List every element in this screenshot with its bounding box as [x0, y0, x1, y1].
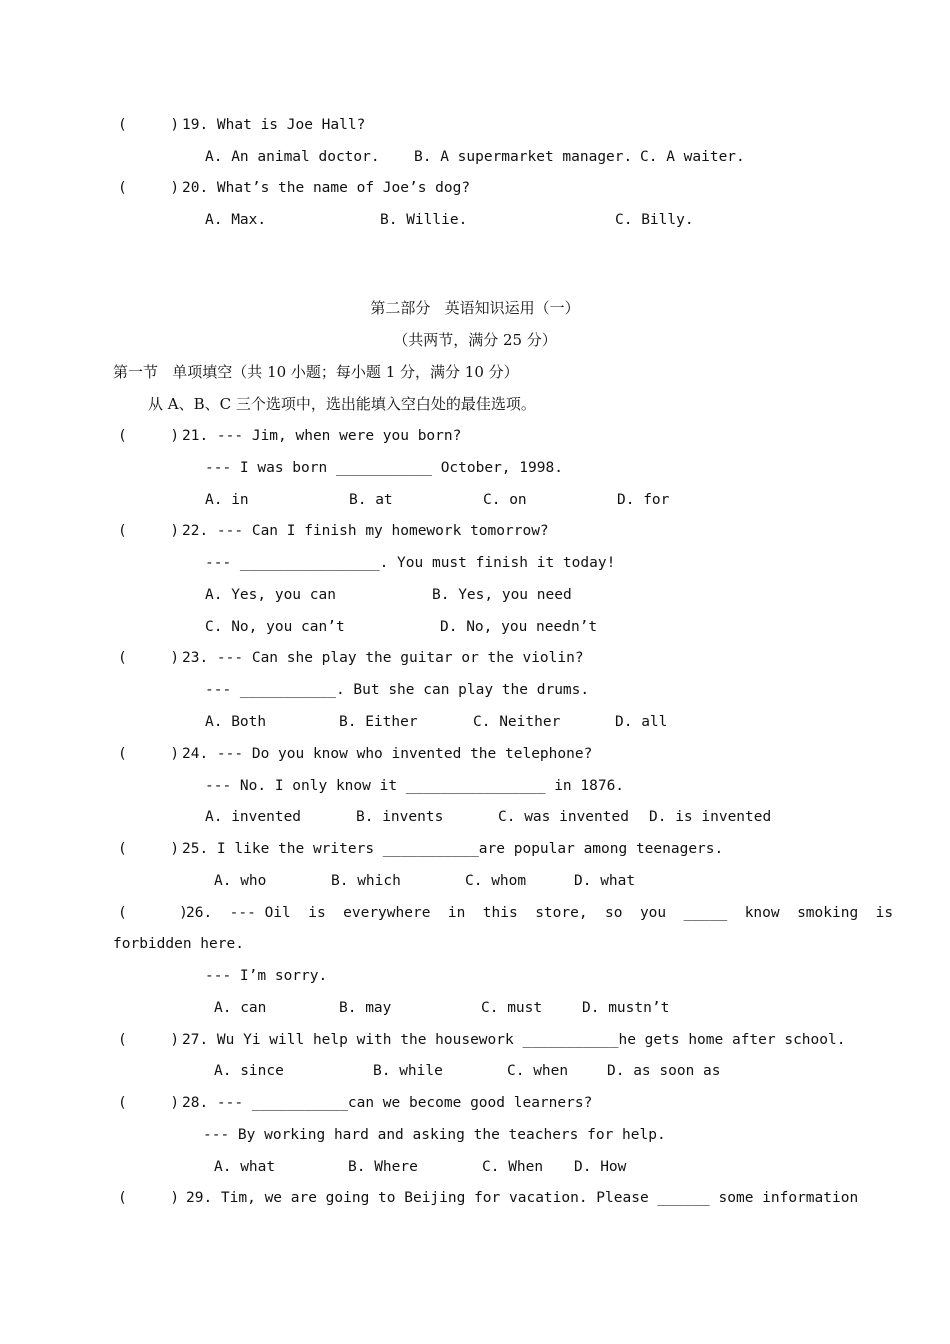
question-25-stem: 25. I like the writers ___________are popular among teenagers. [182, 841, 724, 857]
question-25-option-b: B. which [331, 873, 401, 889]
question-24-option-b: B. invents [356, 809, 444, 825]
question-21-option-b: B. at [349, 492, 393, 508]
question-28-option-d: D. How [574, 1159, 627, 1175]
question-23-stem: 23. --- Can she play the guitar or the violin? [182, 650, 584, 666]
question-20-stem: 20. What’s the name of Joe’s dog? [182, 180, 471, 196]
question-28-option-c: C. When [482, 1159, 544, 1175]
answer-bracket-28: ( ) [118, 1095, 180, 1111]
question-24-option-a: A. invented [205, 809, 302, 825]
answer-bracket-26: ( ) [118, 905, 188, 921]
question-22-option-d: D. No, you needn’t [440, 619, 598, 635]
question-27-option-d: D. as soon as [607, 1063, 721, 1079]
answer-bracket-22: ( ) [118, 523, 180, 539]
question-24-line2: --- No. I only know it ________________ in 1876. [205, 778, 625, 794]
answer-bracket-19: ( ) [118, 117, 180, 133]
question-21-option-a: A. in [205, 492, 249, 508]
question-22-stem: 22. --- Can I finish my homework tomorrow? [182, 523, 549, 539]
question-23-option-d: D. all [615, 714, 668, 730]
question-21-option-d: D. for [617, 492, 670, 508]
question-22-line2: --- ________________. You must finish it today! [205, 555, 616, 571]
question-24-option-c: C. was invented [498, 809, 629, 825]
question-27-option-c: C. when [507, 1063, 569, 1079]
question-24-stem: 24. --- Do you know who invented the telephone? [182, 746, 593, 762]
question-28-line2: --- By working hard and asking the teachers for help. [203, 1127, 666, 1143]
question-19-option-a: A. An animal doctor. [205, 149, 380, 165]
question-23-option-a: A. Both [205, 714, 267, 730]
question-29-stem: 29. Tim, we are going to Beijing for vacation. Please ______ some information [186, 1190, 859, 1206]
answer-bracket-25: ( ) [118, 841, 180, 857]
question-20-option-b: B. Willie. [380, 212, 468, 228]
section-instruction: 从 A、B、C 三个选项中，选出能填入空白处的最佳选项。 [148, 395, 536, 413]
part-title: 第二部分 英语知识运用（一） [370, 299, 580, 317]
question-19-stem: 19. What is Joe Hall? [182, 117, 366, 133]
question-26-stem-continued: forbidden here. [113, 936, 244, 952]
answer-bracket-29: ( ) [118, 1190, 180, 1206]
question-26-option-c: C. must [481, 1000, 543, 1016]
question-27-option-a: A. since [214, 1063, 284, 1079]
question-25-option-a: A. who [214, 873, 267, 889]
question-28-stem: 28. --- ___________can we become good learners? [182, 1095, 593, 1111]
question-26-line2: --- I’m sorry. [205, 968, 328, 984]
answer-bracket-21: ( ) [118, 428, 180, 444]
question-26-stem: 26. --- Oil is everywhere in this store, so you _____ know smoking is [186, 905, 894, 921]
question-27-stem: 27. Wu Yi will help with the housework ___________he gets home after school. [182, 1032, 846, 1048]
question-21-line2: --- I was born ___________ October, 1998. [205, 460, 563, 476]
question-28-option-a: A. what [214, 1159, 276, 1175]
question-27-option-b: B. while [373, 1063, 443, 1079]
question-26-option-d: D. mustn’t [582, 1000, 670, 1016]
question-25-option-c: C. whom [465, 873, 527, 889]
question-24-option-d: D. is invented [649, 809, 772, 825]
question-22-option-c: C. No, you can’t [205, 619, 345, 635]
question-20-option-c: C. Billy. [615, 212, 694, 228]
question-22-option-a: A. Yes, you can [205, 587, 336, 603]
part-subtitle: （共两节，满分 25 分） [393, 331, 557, 349]
question-26-option-b: B. may [339, 1000, 392, 1016]
answer-bracket-27: ( ) [118, 1032, 180, 1048]
question-28-option-b: B. Where [348, 1159, 418, 1175]
answer-bracket-23: ( ) [118, 650, 180, 666]
question-21-stem: 21. --- Jim, when were you born? [182, 428, 462, 444]
answer-bracket-24: ( ) [118, 746, 180, 762]
question-19-option-c: C. A waiter. [640, 149, 745, 165]
section-title: 第一节 单项填空（共 10 小题；每小题 1 分，满分 10 分） [113, 363, 519, 381]
question-23-line2: --- ___________. But she can play the drums. [205, 682, 590, 698]
question-21-option-c: C. on [483, 492, 527, 508]
answer-bracket-20: ( ) [118, 180, 180, 196]
question-25-option-d: D. what [574, 873, 636, 889]
question-23-option-c: C. Neither [473, 714, 561, 730]
question-23-option-b: B. Either [339, 714, 418, 730]
question-19-option-b: B. A supermarket manager. [414, 149, 633, 165]
question-20-option-a: A. Max. [205, 212, 267, 228]
question-22-option-b: B. Yes, you need [432, 587, 572, 603]
question-26-option-a: A. can [214, 1000, 267, 1016]
